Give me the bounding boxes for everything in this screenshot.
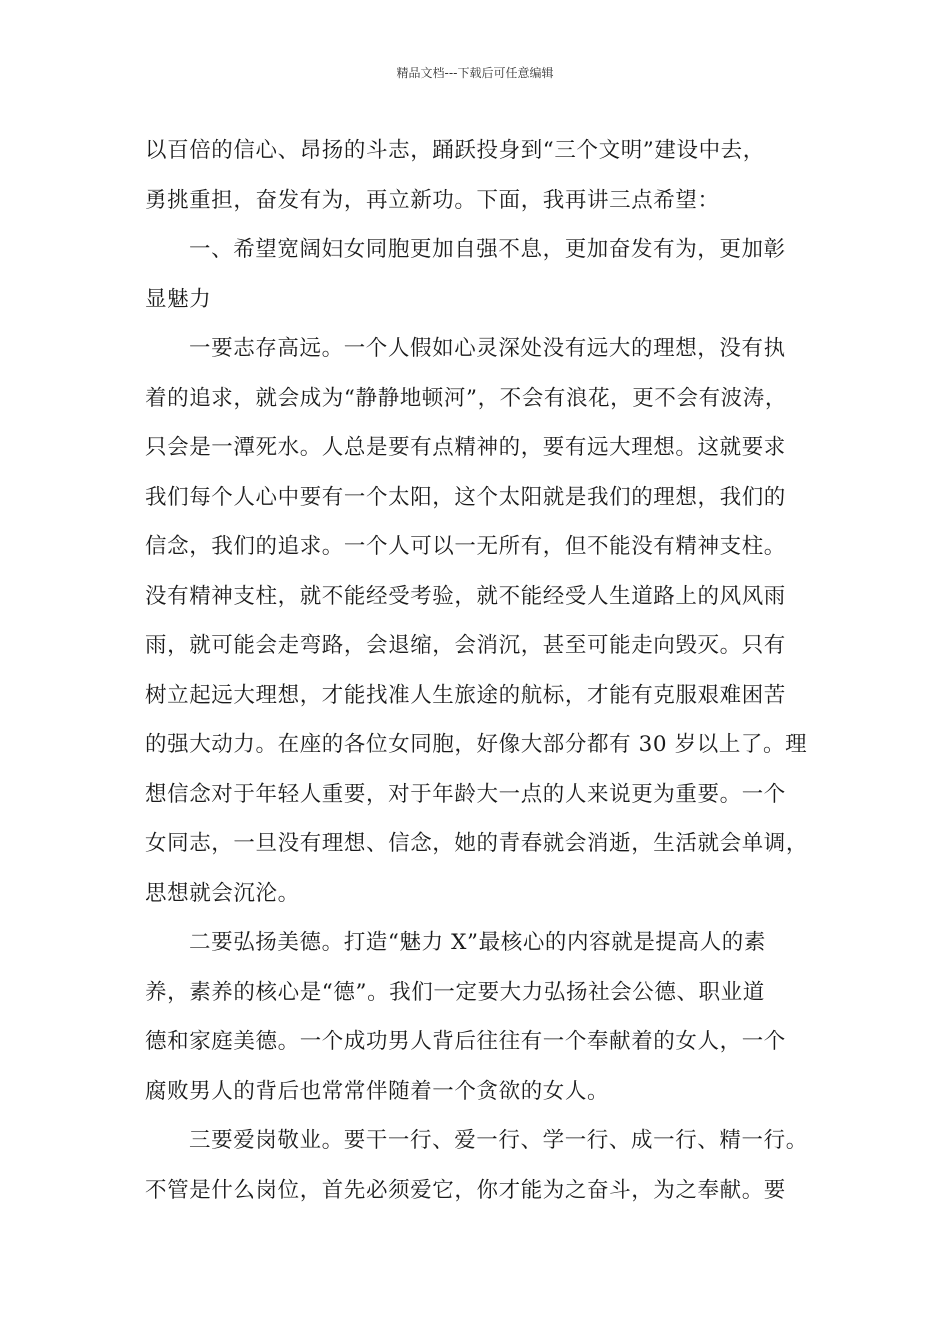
section-heading-cont: 显魅力 [145,286,212,312]
text-line: 没有精神支柱，就不能经受考验，就不能经受人生道路上的风风雨 [145,583,786,609]
text-line: 腐败男人的背后也常常伴随着一个贪欲的女人。 [145,1078,610,1104]
paragraph-start: 二要弘扬美德。打造“魅力 X”最核心的内容就是提高人的素 [189,930,766,955]
text-line: 养，素养的核心是“德”。我们一定要大力弘扬社会公德、职业道 [145,979,765,1005]
text-line: 我们每个人心中要有一个太阳，这个太阳就是我们的理想，我们的 [145,484,786,510]
page-header: 精品文档---下载后可任意编辑 [396,66,554,80]
text-line: 的强大动力。在座的各位女同胞，好像大部分都有 30 岁以上了。理 [145,732,808,757]
text-line: 女同志，一旦没有理想、信念，她的青春就会消逝，生活就会单调， [145,831,809,856]
text-line: 不管是什么岗位，首先必须爱它，你才能为之奋斗，为之奉献。要 [145,1177,786,1203]
text-line: 着的追求，就会成为“静静地顿河”，不会有浪花，更不会有波涛， [145,385,787,411]
text-line: 想信念对于年轻人重要，对于年龄大一点的人来说更为重要。一个 [145,781,786,807]
section-heading: 一、希望宽阔妇女同胞更加自强不息，更加奋发有为，更加彰 [189,237,786,262]
paragraph-start: 一要志存高远。一个人假如心灵深处没有远大的理想，没有执 [189,336,786,361]
text-line: 思想就会沉沦。 [145,880,300,906]
text-line: 只会是一潭死水。人总是要有点精神的，要有远大理想。这就要求 [145,435,786,460]
document-body [145,126,825,1215]
text-line: 德和家庭美德。一个成功男人背后往往有一个奉献着的女人，一个 [145,1029,786,1054]
text-line: 信念，我们的追求。一个人可以一无所有，但不能没有精神支柱。 [145,534,786,559]
text-line: 以百倍的信心、昂扬的斗志，踊跃投身到“三个文明”建设中去， [145,138,765,163]
text-line: 雨，就可能会走弯路，会退缩，会消沉，甚至可能走向毁灭。只有 [145,633,786,658]
paragraph-start: 三要爱岗敬业。要干一行、爱一行、学一行、成一行、精一行。 [189,1128,808,1153]
text-line: 树立起远大理想，才能找准人生旅途的航标，才能有克服艰难困苦 [145,682,786,708]
text-line: 勇挑重担，奋发有为，再立新功。下面，我再讲三点希望： [145,187,720,213]
